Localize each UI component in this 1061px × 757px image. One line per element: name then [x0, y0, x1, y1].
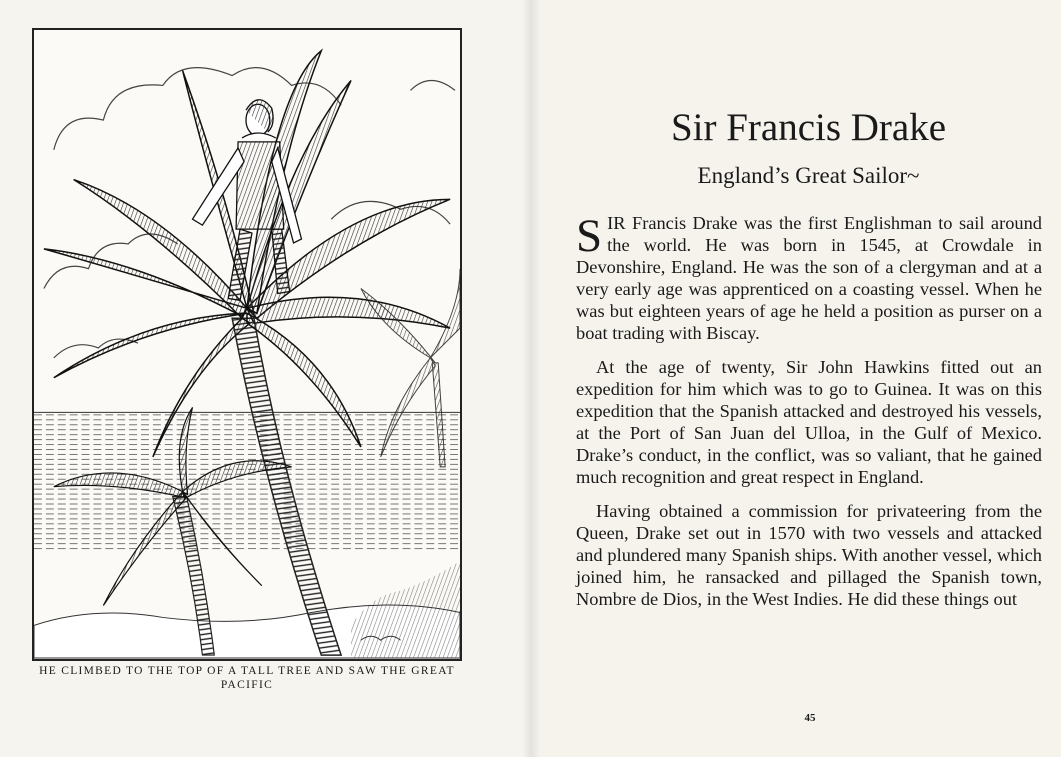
paragraph: [576, 356, 1042, 488]
article-body: [576, 212, 1042, 622]
page-subtitle: England’s Great Sailor~: [697, 163, 920, 188]
palm-tree-illustration: [32, 28, 462, 661]
illustration-drawing: [34, 30, 460, 659]
paragraph-text: IR Francis Drake was the first Englishman to sail around the world. He was born in 1545, at Crowdale in Devonshire, England. He was the son of a clergyman and at a very early age was apprenticed on a coasting vessel. When he was but eighteen years of age he held a position as purser on a boat trading with Biscay.: [576, 213, 1042, 343]
drop-cap-letter: S: [576, 210, 603, 262]
book-gutter: [522, 0, 540, 757]
paragraph: [576, 212, 1042, 344]
illustration-caption: HE CLIMBED TO THE TOP OF A TALL TREE AND SAW THE GREAT PACIFIC: [39, 665, 455, 691]
paragraph-text: At the age of twenty, Sir John Hawkins fitted out an expedition for him which was to go to Guinea. It was on this expedition that the Spanish attacked and destroyed his vessels, at the Port of San Juan del Ulloa, in the Gulf of Mexico. Drake’s conduct, in the conflict, was so valiant, that he gained much recognition and great respect in England.: [576, 357, 1042, 487]
page-title: Sir Francis Drake: [670, 106, 947, 149]
paragraph-text: Having obtained a commission for privateering from the Queen, Drake set out in 1570 with two vessels and attacked and plundered many Spanish ships. With another vessel, which joined him, he ransacked and pillaged the Spanish town, Nombre de Dios, in the West Indies. He did these things out: [576, 501, 1042, 609]
paragraph: [576, 500, 1042, 610]
page-number: 45: [804, 712, 816, 724]
